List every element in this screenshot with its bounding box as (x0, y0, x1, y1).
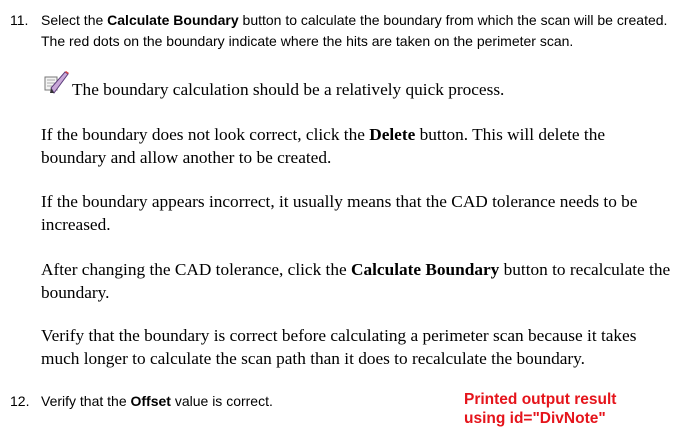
printed-output-line-2: using id="DivNote" (464, 410, 606, 427)
step-text-pre: Verify that the (41, 393, 131, 409)
step-number: 11. (10, 12, 29, 28)
note-text: The boundary calculation should be a relatively quick process. (72, 80, 505, 99)
step-text (41, 10, 670, 52)
step-text-post: value is correct. (170, 393, 273, 409)
offset-label: Offset (130, 393, 171, 409)
step-text-pre: Select the (41, 12, 108, 28)
paragraph-delete-pre: If the boundary does not look correct, click the (41, 125, 370, 144)
step-12 (10, 391, 450, 412)
paragraph-recalculate (41, 258, 671, 304)
paragraph-delete (41, 123, 671, 169)
paragraph-recalculate-post: button to recalculate the boundary. (41, 260, 671, 302)
note-pencil-icon (42, 71, 72, 97)
step-text (41, 391, 450, 412)
calculate-boundary-label: Calculate Boundary (107, 12, 239, 28)
delete-label: Delete (369, 125, 416, 144)
paragraph-verify: Verify that the boundary is correct before calculating a perimeter scan because it takes much longer to calculate the scan path than it does to recalculate the boundary. (41, 326, 637, 368)
paragraph-tolerance: If the boundary appears incorrect, it usually means that the CAD tolerance needs to be increased. (41, 192, 638, 234)
step-11 (10, 10, 670, 52)
step-number: 12. (10, 393, 30, 409)
step-text-post: button to calculate the boundary from which the scan will be created. The red dots on the boundary indicate where the hits are taken on the perimeter scan. (41, 12, 668, 49)
printed-output-line-1: Printed output result (464, 391, 617, 408)
paragraph-recalculate-pre: After changing the CAD tolerance, click the (41, 260, 351, 279)
calculate-boundary-label: Calculate Boundary (350, 260, 500, 279)
paragraph-delete-post: button. This will delete the boundary and allow another to be created. (41, 125, 606, 167)
printed-output-note (464, 390, 616, 428)
